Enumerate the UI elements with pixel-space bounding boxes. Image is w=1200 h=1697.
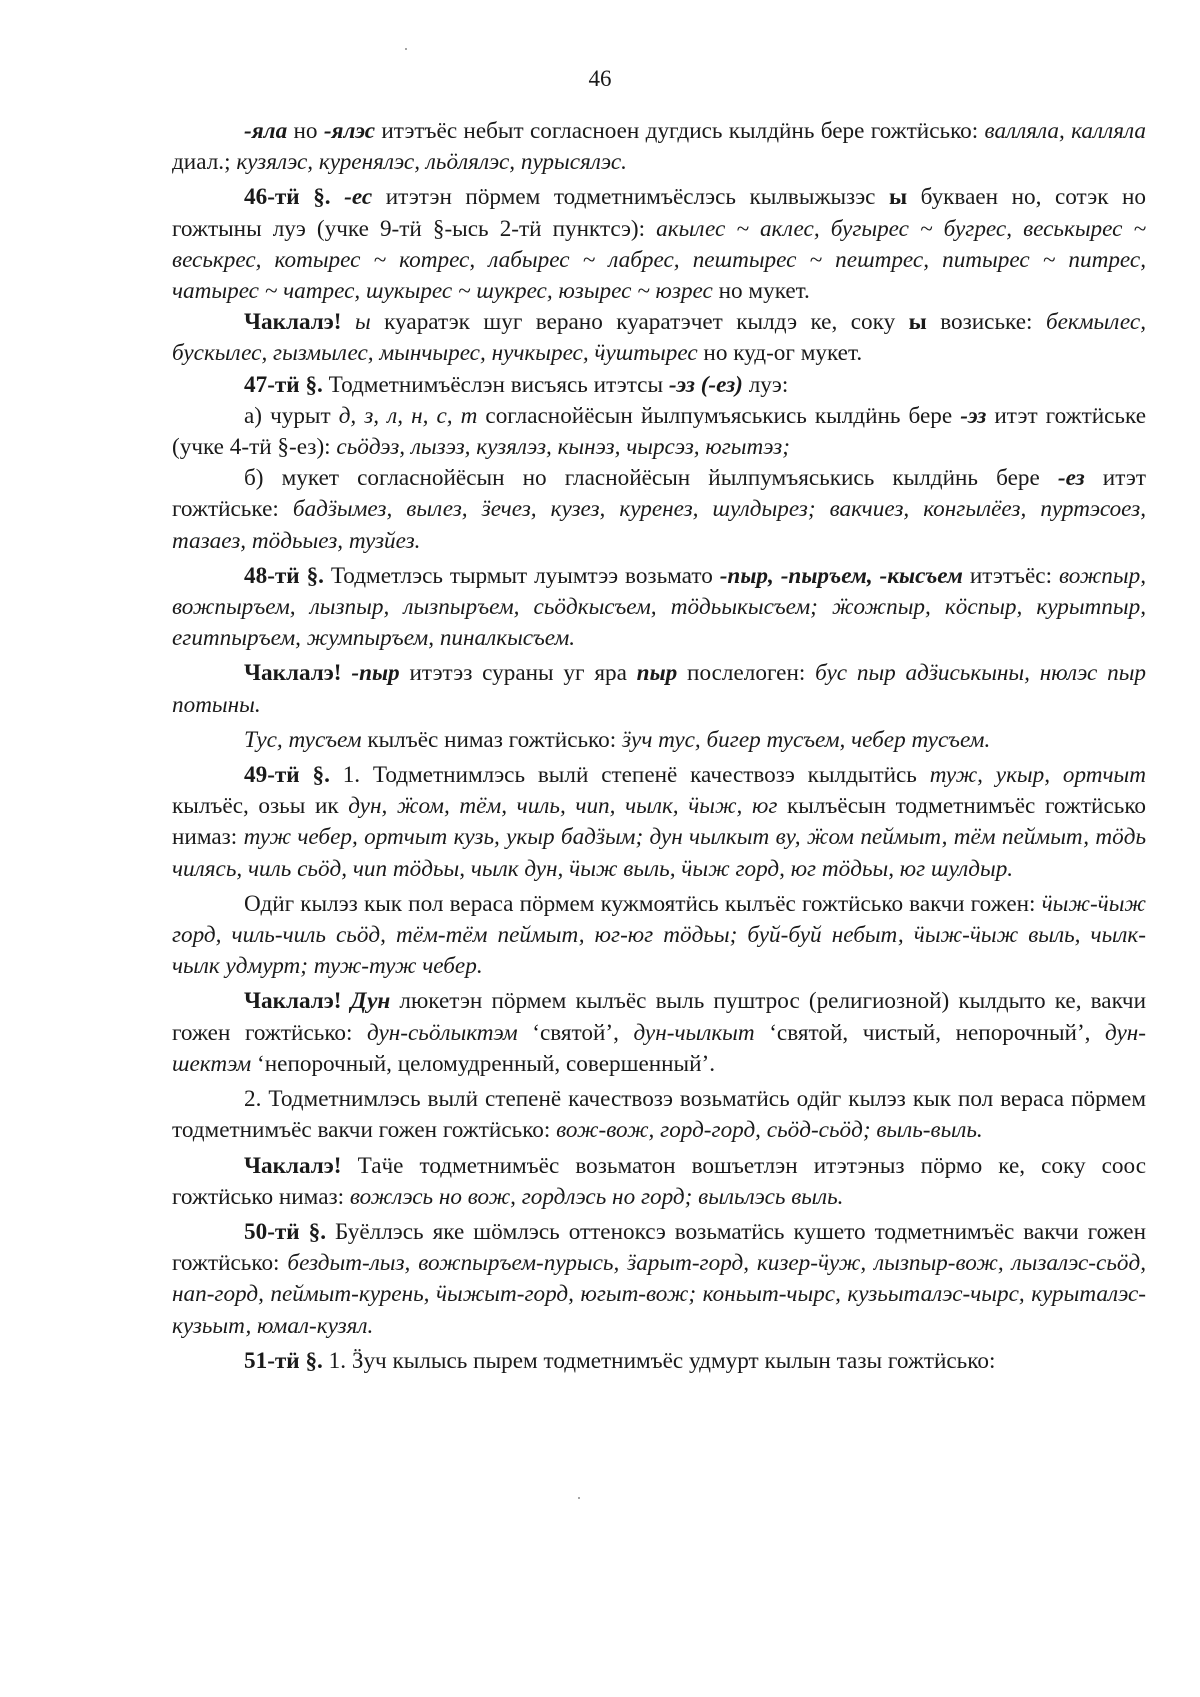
text-run: итэтъёс небыт согласноен дугдись кылдӥнь бере гожтӥсько:	[375, 118, 985, 144]
bold-italic-form: -пыр	[351, 660, 400, 687]
body-text	[172, 116, 1146, 1377]
section-47	[172, 370, 1146, 401]
text-run: кылъёсын тодметнимъёс гожтӥсько нимаз:	[172, 793, 1147, 851]
bold-text: ы	[889, 184, 908, 211]
section-51	[172, 1346, 1146, 1377]
text-run: ‘святой, чистый, непорочный’,	[754, 1019, 1106, 1046]
text-run: Буёллэсь яке шӧмлэсь оттеноксэ возьматӥсь кушето тодметнимъёс вакчи гожен гожтӥсько:	[172, 1218, 1146, 1277]
italic-example: туж чебер, ортчыт кузь, укыр бадӟым; дун чылкыт ву, ӝом пеймыт, тём пеймыт, тӧдь чилясь, чиль сьӧд, чип тӧдьы, чылк дун, ӵыж выль, ӵыж горд, юг тӧдьы, юг шулдыр.	[172, 824, 1146, 882]
italic-example: бекмылес, бускылес, гызмылес, мынчырес, нучкырес, ӵуштырес	[172, 309, 1147, 367]
italic-example: бездыт-лыз, вожпыръем-пурысь, ӟарыт-горд, кизер-ӵуж, лызпыр-вож, лызалэс-сьӧд, нап-горд, пеймыт-курень, ӵыжыт-горд, югыт-вож; коньыт-чырс, кузьыталэс-чырс, курыталэс-кузьыт, юмал-кузял.	[172, 1250, 1146, 1339]
bold-italic-form: -пыр, -пыръем, -кысъем	[719, 562, 963, 589]
bold-text: Чаклалэ!	[244, 1152, 342, 1179]
paragraph-reduplication	[172, 889, 1146, 983]
text-run: 2. Тодметнимлэсь вылӥ степенё качествозэ возьматӥсь одӥг кылэз кык пол вераса пӧрмем тодметнимъёс вакчи гожен гожтӥсько:	[172, 1086, 1146, 1144]
italic-example: ы	[355, 309, 371, 336]
text-run: согласнойёсын йылпумъяськись кылдӥнь бере	[477, 402, 961, 429]
section-46	[172, 182, 1146, 307]
scan-speck	[578, 1497, 580, 1499]
text-run: но	[287, 118, 324, 144]
section-47-item-b	[172, 463, 1146, 557]
text-run	[342, 309, 355, 335]
bold-text: 48-тӥ §.	[244, 562, 324, 589]
note-dun	[172, 986, 1146, 1080]
bold-italic-form: -эз	[960, 402, 987, 429]
text-run: луэ:	[742, 371, 789, 398]
text-run	[331, 184, 345, 210]
text-run	[342, 660, 352, 686]
text-run: но куд-ог мукет.	[697, 340, 863, 367]
text-run: итэтэн пӧрмем тодметнимъёслэсь кылвыжызэс	[372, 184, 889, 211]
paragraph-tus-tusjem	[172, 725, 1146, 756]
bold-italic-form: Дун	[350, 988, 391, 1015]
italic-example: валляла, калляла	[984, 118, 1146, 144]
text-run: б) мукет согласнойёсын но гласнойёсын йылпумъяськись кылдӥнь бере	[244, 465, 1058, 492]
italic-example: бадӟымез, вылез, ӟечез, кузез, куренез, шулдырез; вакчиез, конгылёез, пуртэсоез, тазаез, тӧдьыез, тузйез.	[172, 496, 1146, 554]
italic-example: сьӧдэз, лызэз, кузялэз, кынэз, чырсэз, югытэз;	[336, 434, 790, 461]
section-47-item-a	[172, 401, 1146, 463]
bold-italic-form: пыр	[636, 660, 678, 687]
italic-example: вожлэсь но вож, гордлэсь но горд; выльлэсь выль.	[349, 1183, 844, 1210]
section-49	[172, 760, 1146, 885]
bold-text: 47-тӥ §.	[244, 371, 323, 398]
bold-italic-form: -эз (-ез)	[668, 371, 743, 398]
bold-italic-form: -ялэс	[323, 118, 376, 144]
italic-example: акылес ~ аклес, бугырес ~ бугрес, веськырес ~ веськрес, котырес ~ котрес, лабырес ~ лабрес, пештырес ~ пештрес, питырес ~ питрес, чатырес ~ чатрес, шукырес ~ шукрес, юзырес ~ юзрес	[172, 215, 1146, 305]
italic-example: ӟуч тус, бигер тусъем, чебер тусъем.	[621, 726, 991, 753]
text-run: букваен но, сотэк но гожтыны луэ (учке 9-тӥ §-ысь 2-тӥ пунктсэ):	[172, 184, 1147, 242]
bold-text: 50-тӥ §.	[244, 1218, 327, 1245]
italic-example: вожпыр, вожпыръем, лызпыр, лызпыръем, сьӧдкысъем, тӧдьыкысъем; ӝожпыр, кӧспыр, курытпыр, егитпыръем, жумпыръем, пиналкысъем.	[172, 562, 1146, 652]
section-50	[172, 1217, 1146, 1342]
paragraph-endings-yala-yales	[172, 116, 1146, 178]
text-run: Таӵе тодметнимъёс возьматон вошъетлэн итэтэныз пӧрмо ке, соку соос гожтӥсько нимаз:	[172, 1152, 1146, 1210]
text-run	[342, 988, 351, 1014]
text-run: куаратэк шуг верано куаратэчет кылдэ ке, соку	[370, 309, 909, 336]
section-49-point-2	[172, 1084, 1146, 1146]
italic-example: туж, укыр, ортчыт	[929, 762, 1146, 789]
note-y-kept	[172, 307, 1146, 369]
italic-example: дун, ӝом, тём, чиль, чип, чылк, ӵыж, юг	[348, 793, 778, 820]
bold-italic-form: -ез	[1057, 465, 1085, 492]
italic-example: Тус, тусъем	[244, 726, 362, 753]
text-run: ‘святой’,	[517, 1019, 634, 1046]
bold-text: 51-тӥ §.	[244, 1347, 323, 1374]
text-run: 1. Ӟуч кылысь пырем тодметнимъёс удмурт кылын тазы гожтӥсько:	[322, 1347, 996, 1374]
italic-example: ӵыж-ӵыж горд, чиль-чиль сьӧд, тём-тём пеймыт, юг-юг тӧдьы; буй-буй небыт, ӵыж-ӵыж выль, чылк-чылк удмурт; туж-туж чебер.	[172, 890, 1146, 980]
text-run: а) чурыт	[244, 402, 339, 429]
text-run: Одӥг кылэз кык пол вераса пӧрмем кужмоятӥсь кылъёс гожтӥсько вакчи гожен:	[244, 890, 1042, 917]
text-run: но мукет.	[712, 278, 810, 305]
bold-text: 46-тӥ §.	[244, 184, 331, 211]
bold-text: ы	[908, 309, 927, 336]
bold-italic-form: -ес	[344, 184, 373, 211]
note-comparative-forms	[172, 1151, 1146, 1213]
text-run: итэт гожтӥське (учке 4-тӥ §-ез):	[172, 402, 1146, 461]
text-run: диал.;	[172, 149, 237, 176]
bold-text: 49-тӥ §.	[244, 762, 330, 789]
text-run: Тодметлэсь тырмыт луымтээ возьмато	[323, 562, 720, 589]
text-run: итэтэз сураны уг яра	[399, 660, 637, 687]
text-run: итэтъёс:	[962, 562, 1059, 589]
text-run: кылъёс нимаз гожтӥсько:	[361, 726, 622, 753]
text-run: кылъёс, озьы ик	[172, 793, 349, 820]
section-48	[172, 561, 1146, 655]
note-pyr-postposition	[172, 658, 1146, 720]
page-number: 46	[588, 66, 612, 91]
italic-example: дун-чылкыт	[633, 1019, 755, 1046]
text-run: послелоген:	[677, 660, 816, 687]
bold-text: Чаклалэ!	[244, 309, 342, 336]
text-run: люкетэн пӧрмем кылъёс выль пуштрос (религиозной) кылдыто ке, вакчи гожен гожтӥсько:	[172, 988, 1147, 1046]
bold-italic-form: -яла	[244, 118, 288, 144]
scan-speck	[405, 48, 407, 50]
text-run: ‘непорочный, целомудренный, совершенный’.	[251, 1050, 716, 1077]
italic-example: дун-шектэм	[172, 1019, 1146, 1077]
bold-text: Чаклалэ!	[244, 988, 342, 1015]
bold-text: Чаклалэ!	[244, 660, 342, 687]
text-run: 1. Тодметнимлэсь вылӥ степенё качествозэ кылдытӥсь	[329, 762, 930, 789]
italic-example: бус пыр адӟиськыны, нюлэс пыр потыны.	[172, 660, 1146, 718]
italic-example: дун-сьӧлыктэм	[367, 1019, 518, 1046]
italic-example: вож-вож, горд-горд, сьӧд-сьӧд; выль-выль.	[556, 1117, 983, 1144]
italic-example: кузялэс, куренялэс, льӧлялэс, пурысялэс.	[236, 149, 627, 176]
text-run: возиське:	[926, 309, 1046, 336]
italic-example: д, з, л, н, с, т	[338, 402, 478, 429]
text-run: Тодметнимъёслэн висъясь итэтсы	[322, 371, 669, 398]
text-run: итэт гожтӥське:	[172, 465, 1146, 523]
